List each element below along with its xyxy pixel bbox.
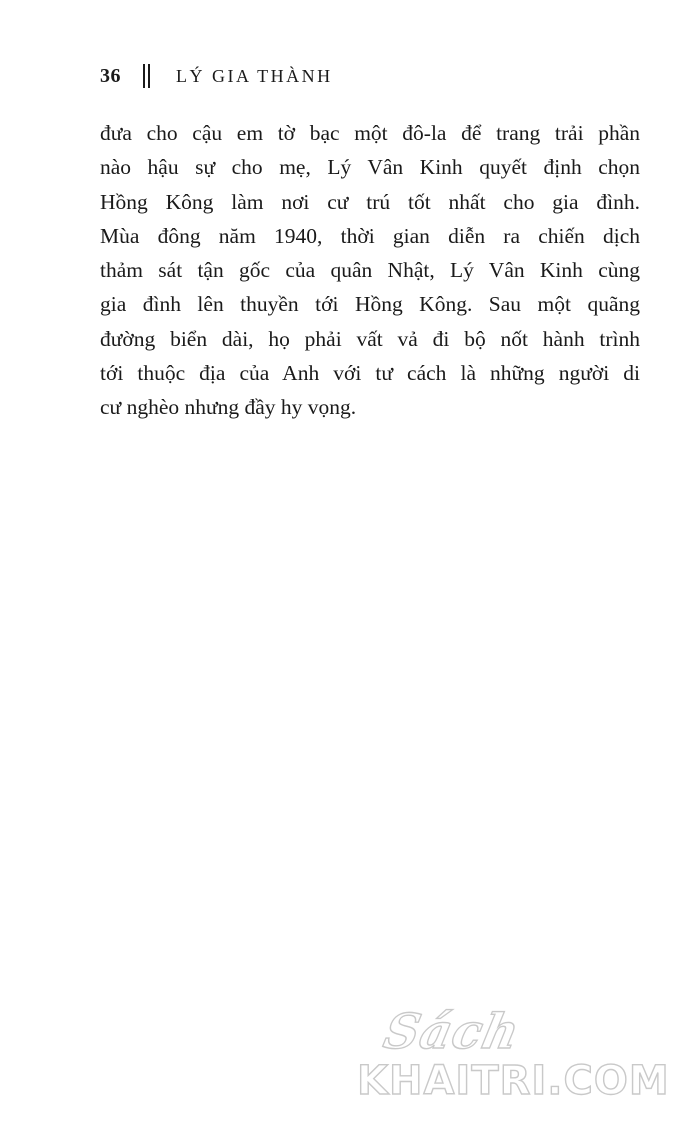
text-line: thảm sát tận gốc của quân Nhật, Lý Vân Kinh cùng <box>100 258 640 283</box>
running-title: LÝ GIA THÀNH <box>176 65 333 86</box>
text-line: cư nghèo nhưng đầy hy vọng. <box>100 395 357 420</box>
text-line: đường biển dài, họ phải vất vả đi bộ nốt hành trình <box>100 326 640 351</box>
body-paragraph <box>100 116 640 425</box>
running-head <box>100 62 333 90</box>
watermark-script-text: Sách <box>379 1004 525 1060</box>
text-line: nào hậu sự cho mẹ, Lý Vân Kinh quyết định chọn <box>100 155 640 180</box>
text-line: Hồng Kông làm nơi cư trú tốt nhất cho gia đình. <box>100 189 640 214</box>
text-line: gia đình lên thuyền tới Hồng Kông. Sau một quãng <box>100 292 640 317</box>
page-number: 36 <box>100 64 121 87</box>
text-line: tới thuộc địa của Anh với tư cách là những người di <box>100 361 640 386</box>
text-line: đưa cho cậu em tờ bạc một đô-la để trang trải phần <box>100 121 640 145</box>
watermark-brand-text: KHAITRI.COM <box>357 1058 670 1104</box>
watermark-logo <box>355 1000 685 1110</box>
text-line: Mùa đông năm 1940, thời gian diễn ra chiến dịch <box>100 223 640 248</box>
double-rule-divider <box>143 64 150 88</box>
